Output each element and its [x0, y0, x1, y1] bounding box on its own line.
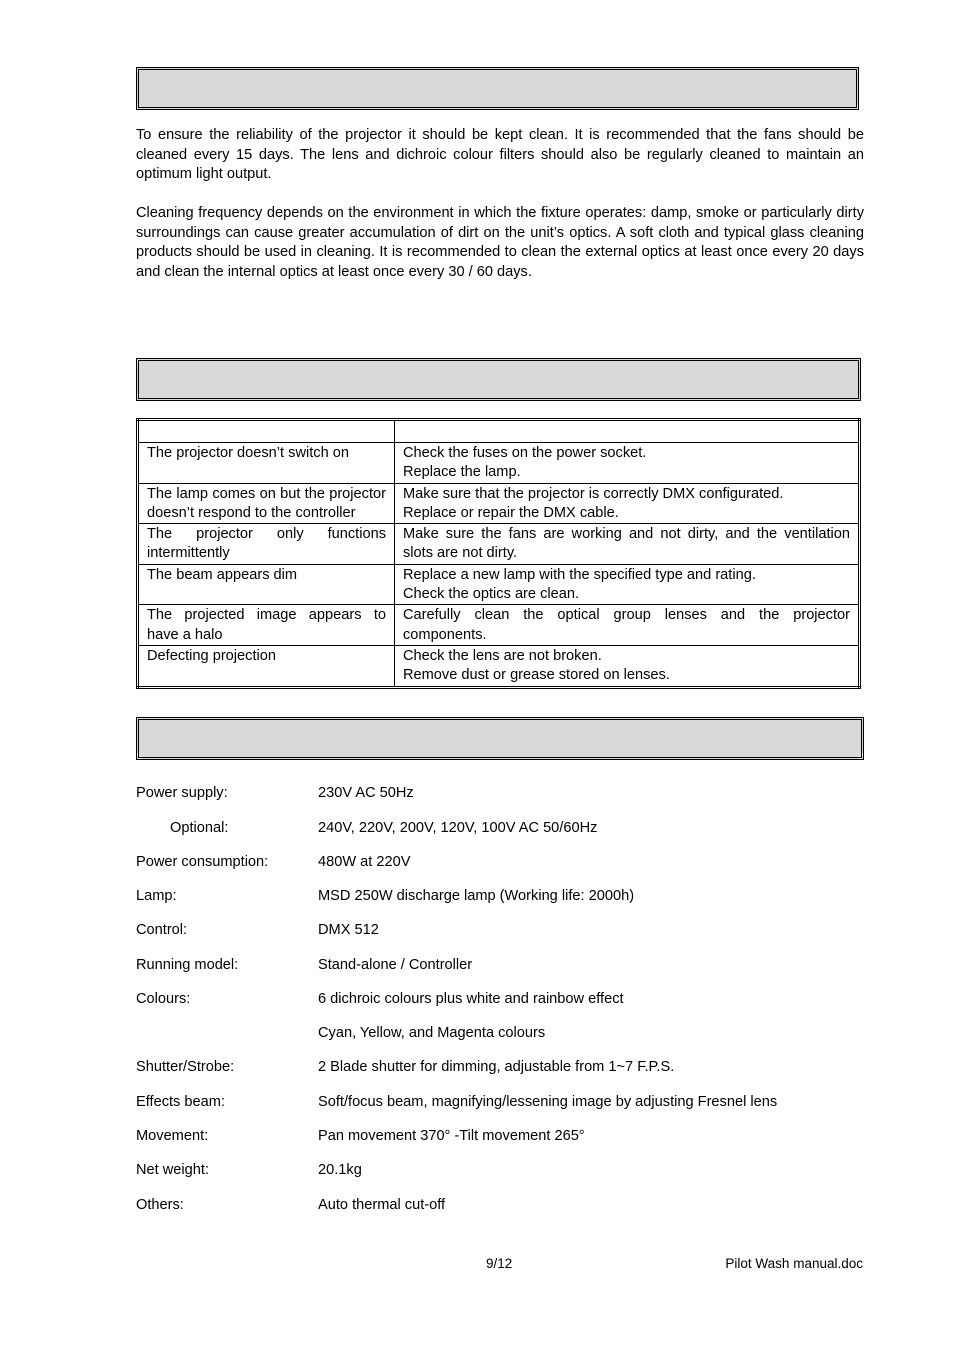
spec-value: 2 Blade shutter for dimming, adjustable from 1~7 F.P.S. — [318, 1059, 675, 1075]
solution-line: Replace or repair the DMX cable. — [403, 504, 619, 521]
spec-label: Others: — [136, 1197, 184, 1213]
specifications-section-header — [136, 717, 864, 760]
problem-cell: The lamp comes on but the projector doesn’t respond to the controller — [138, 483, 395, 524]
spec-value: Cyan, Yellow, and Magenta colours — [318, 1025, 546, 1041]
table-row — [138, 605, 860, 646]
spec-label: Movement: — [136, 1128, 209, 1144]
solution-line: Check the optics are clean. — [403, 586, 580, 603]
spec-label: Control: — [136, 922, 188, 938]
solution-cell — [395, 483, 860, 524]
table-row — [138, 524, 860, 565]
spec-value: 480W at 220V — [318, 854, 411, 870]
troubleshooting-section-header — [136, 358, 861, 401]
spec-label: Net weight: — [136, 1162, 210, 1178]
spec-value: MSD 250W discharge lamp (Working life: 2000h) — [318, 888, 635, 904]
solution-line: Replace the lamp. — [403, 464, 521, 481]
spec-value: 20.1kg — [318, 1162, 362, 1178]
table-row — [138, 564, 860, 605]
problem-cell: The projector doesn’t switch on — [138, 443, 395, 484]
problem-cell: The projected image appears to have a halo — [138, 605, 395, 646]
problem-cell: Defecting projection — [138, 645, 395, 687]
solution-cell — [395, 524, 860, 565]
spec-value: Stand-alone / Controller — [318, 957, 473, 973]
solution-line: Replace a new lamp with the specified type and rating. — [403, 566, 756, 583]
spec-label: Running model: — [136, 957, 239, 973]
table-row — [138, 645, 860, 687]
spec-value: 230V AC 50Hz — [318, 785, 414, 801]
solution-cell — [395, 645, 860, 687]
table-row — [138, 483, 860, 524]
solution-line: Carefully clean the optical group lenses and the projector components. — [403, 607, 850, 643]
solution-cell — [395, 443, 860, 484]
troubleshooting-table — [136, 418, 861, 689]
solution-line: Make sure the fans are working and not dirty, and the ventilation slots are not dirty. — [403, 526, 850, 562]
spec-label: Colours: — [136, 991, 191, 1007]
spec-value: DMX 512 — [318, 922, 379, 938]
page-number: 9/12 — [486, 1256, 513, 1271]
cleaning-paragraph-2: Cleaning frequency depends on the environment in which the fixture operates: damp, smoke or particularly dirty surroundings can cause greater accumulation of dirt on the unit’s optics. A soft cloth and typical glass cleaning products should be used in cleaning. It is recommended to clean the external optics at least once every 20 days and clean the internal optics at least once every 30 / 60 days. — [136, 205, 864, 280]
spec-label: Power consumption: — [136, 854, 269, 870]
table-header-cell-solution — [395, 420, 860, 443]
problem-cell: The projector only functions intermittently — [138, 524, 395, 565]
spec-label: Shutter/Strobe: — [136, 1059, 235, 1075]
spec-label: Power supply: — [136, 785, 228, 801]
solution-cell — [395, 564, 860, 605]
spec-value: Soft/focus beam, magnifying/lessening image by adjusting Fresnel lens — [318, 1094, 778, 1110]
table-header-row — [138, 420, 860, 443]
spec-value: Pan movement 370° -Tilt movement 265° — [318, 1128, 585, 1144]
spec-value: Auto thermal cut-off — [318, 1197, 446, 1213]
solution-line: Make sure that the projector is correctly DMX configurated. — [403, 485, 784, 502]
spec-label: Lamp: — [136, 888, 177, 904]
spec-label: Optional: — [170, 820, 229, 836]
spec-value: 6 dichroic colours plus white and rainbow effect — [318, 991, 624, 1007]
cleaning-paragraph-1: To ensure the reliability of the projector it should be kept clean. It is recommended that the fans should be cleaned every 15 days. The lens and dichroic colour filters should also be regularly cleaned to maintain an optimum light output. — [136, 127, 864, 182]
solution-line: Check the fuses on the power socket. — [403, 445, 647, 461]
solution-cell — [395, 605, 860, 646]
document-filename: Pilot Wash manual.doc — [725, 1256, 863, 1271]
cleaning-section-header — [136, 67, 859, 110]
spec-value: 240V, 220V, 200V, 120V, 100V AC 50/60Hz — [318, 820, 598, 836]
solution-line: Check the lens are not broken. — [403, 647, 602, 664]
spec-label: Effects beam: — [136, 1094, 225, 1110]
table-row — [138, 443, 860, 484]
solution-line: Remove dust or grease stored on lenses. — [403, 667, 670, 684]
problem-cell: The beam appears dim — [138, 564, 395, 605]
table-header-cell-problem — [138, 420, 395, 443]
